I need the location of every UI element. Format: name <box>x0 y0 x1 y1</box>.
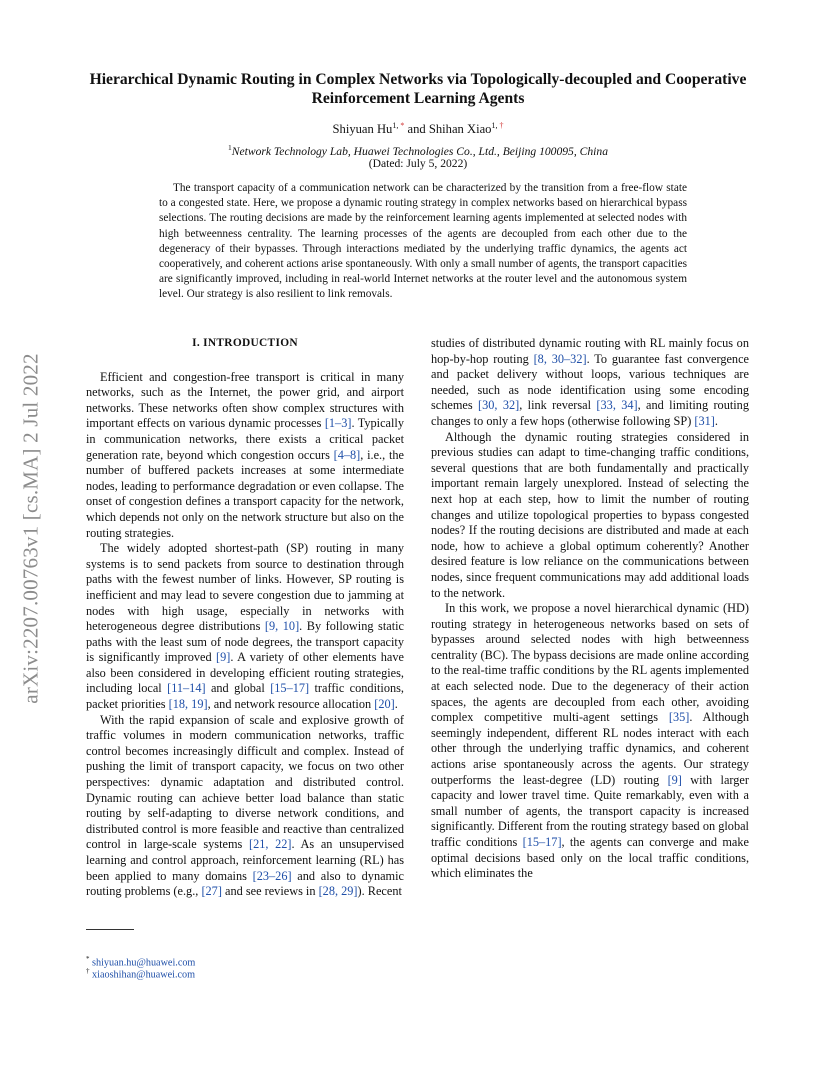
email-link[interactable]: xiaoshihan@huawei.com <box>92 969 196 981</box>
body-column-left <box>86 336 404 900</box>
paragraph: With the rapid expansion of scale and explosive growth of traffic volumes in modern communication networks, traffic control becomes increasingly difficult and complex. Instead of pushing the limit of transport capacity, we focus on two other perspectives: dynamic adaptation and distributed control. Dynamic routing can achieve better load balance than static routing by self-adapting to diverse network conditions, and distributed control is more feasible and reactive than centralized control in large-scale systems [21, 22]. As an unsupervised learning and control approach, reinforcement learning (RL) has been applied to many domains [23–26] and also to dynamic routing problems (e.g., [27] and see reviews in [28, 29]). Recent <box>86 712 404 899</box>
footnote: * shiyuan.hu@huawei.com <box>86 955 196 969</box>
citation-link[interactable]: [31] <box>694 413 715 428</box>
citation-link[interactable]: [35] <box>668 710 690 725</box>
affiliation: $^1$Network Technology Lab, Huawei Technologies Co., Ltd., Beijing 100095, China <box>227 143 608 158</box>
citation-link[interactable]: [33, 34] <box>596 398 638 413</box>
citation-link[interactable]: [11–14] <box>167 681 206 696</box>
citation-link[interactable]: [9, 10] <box>264 619 300 634</box>
citation-link[interactable]: [18, 19] <box>168 697 208 712</box>
citation-link[interactable]: [15–17] <box>270 681 310 696</box>
citation-link[interactable]: [9] <box>667 772 682 787</box>
citation-link[interactable]: [27] <box>201 884 222 899</box>
body-column-right <box>431 336 749 882</box>
author-2-footnote-link[interactable]: † <box>499 121 504 130</box>
author-line: Shiyuan $Hu^{1, *}$ and Shihan Xiao$^{1, \dagger}$ <box>332 121 504 137</box>
paper-title: Hierarchical Dynamic Routing in Complex Networks via Topologically-decoupled and Cooperative Reinforcement Learning Agents <box>89 71 747 107</box>
footnote-rule <box>86 929 134 930</box>
citation-link[interactable]: [20] <box>374 697 395 712</box>
citation-link[interactable]: [4–8] <box>333 447 361 462</box>
citation-link[interactable]: [1–3] <box>324 416 352 431</box>
paragraph: studies of distributed dynamic routing with RL mainly focus on hop-by-hop routing [8, 30–32]. To guarantee fast convergence and packet delivery without loops, various techniques are needed, such as node identification using some encoding schemes [30, 32], link reversal [33, 34], and limiting routing changes to only a few hops (otherwise following SP) [31]. <box>431 336 750 428</box>
author-1-footnote-link[interactable]: * <box>400 121 405 130</box>
arxiv-stamp: arXiv:2207.00763v1 [cs.MA] 2 Jul 2022 <box>18 352 43 704</box>
footnote: † xiaoshihan@huawei.com <box>86 967 196 981</box>
abstract: The transport capacity of a communication network can be characterized by the transition from a free-flow state to a congested state. Here, we propose a dynamic routing strategy in complex networks based on hierarchical bypass selections. The routing decisions are made by the reinforcement learning agents implemented at selected nodes with high betweenness centrality. The learning processes of the agents are decoupled from each other due to the degeneracy of their bypasses. Through interactions mediated by the underlying traffic dynamics, the agents act cooperatively, and coherent actions arise spontaneously. With only a small number of agents, the transport capacities are significantly improved, including in real-world Internet networks at the router level and the autonomous system level. Our strategy is also resilient to link removals. <box>159 182 687 301</box>
section-heading: I. INTRODUCTION <box>192 337 298 349</box>
paragraph: In this work, we propose a novel hierarchical dynamic (HD) routing strategy in heterogeneous networks based on sets of bypasses around selected nodes with high betweenness centrality (BC). The bypass decisions are made online according to the real-time traffic conditions by the RL agents implemented at each selected node. Due to the degeneracy of their action spaces, the agents are decoupled from each other, avoiding complex competitive multi-agent settings [35]. Although seemingly independent, different RL nodes interact with each other through the underlying traffic dynamics, and coherent actions arise spontaneously across the agents. Our strategy outperforms the least-degree (LD) routing [9] with larger capacity and lower travel time. Quite remarkably, even with a small number of agents, the transport capacity is increased significantly. Different from the routing strategy based on global traffic conditions [15–17], the agents can converge and make optimal decisions based only on the local traffic conditions, which eliminates the <box>431 601 750 881</box>
author-2: Shihan Xiao <box>428 122 492 137</box>
citation-link[interactable]: [15–17] <box>522 835 562 849</box>
paragraph: Efficient and congestion-free transport is critical in many networks, such as the Internet, the power grid, and airport networks. These networks often show complex structures with important effects on various dynamic processes [1–3]. Typically in communication networks, there exists a critical packet generation rate, beyond which congestion occurs [4–8], i.e., the number of buffered packets increases at some intermediate nodes, leading to performance degradation or even collapse. The onset of congestion defines a transport capacity for the network, which depends not only on the network structure but also on the routing strategies. <box>86 369 405 540</box>
author-1: Shiyuan Hu <box>332 122 393 137</box>
paragraph: The widely adopted shortest-path (SP) routing in many systems is to send packets from source to destination through paths with the fewest number of links. However, SP routing is inefficient and may lead to severe congestion due to jamming at nodes with high usage, especially in networks with heterogeneous degree distributions [9, 10]. By following static paths with the least sum of node degrees, the transport capacity is significantly improved [9]. A variety of other elements have also been considered in developing efficient routing strategies, including local [11–14] and global [15–17] traffic conditions, packet priorities [18, 19], and network resource allocation [20]. <box>86 541 404 712</box>
citation-link[interactable]: [28, 29] <box>318 884 358 899</box>
email-link[interactable]: shiyuan.hu@huawei.com <box>92 957 196 969</box>
citation-link[interactable]: [8, 30–32] <box>533 351 587 366</box>
citation-link[interactable]: [30, 32] <box>478 398 520 413</box>
dated-line: (Dated: July 5, 2022) <box>368 157 468 170</box>
paragraph: Although the dynamic routing strategies considered in previous studies can adapt to time-changing traffic conditions, several questions that are both fundamentally and practically important remain largely unexplored. Instead of selecting the next hop at each step, how to limit the number of routing changes and utilize topological properties to bypass congested nodes? If the routing decisions are distributed and made at each node, how to achieve a global optimum coherently? Another desired feature is low reliance on the communications between nodes, since frequent communications may add additional loads to the network. <box>431 429 750 600</box>
citation-link[interactable]: [23–26] <box>252 868 292 883</box>
citation-link[interactable]: [21, 22] <box>248 837 292 852</box>
citation-link[interactable]: [9] <box>216 650 231 665</box>
